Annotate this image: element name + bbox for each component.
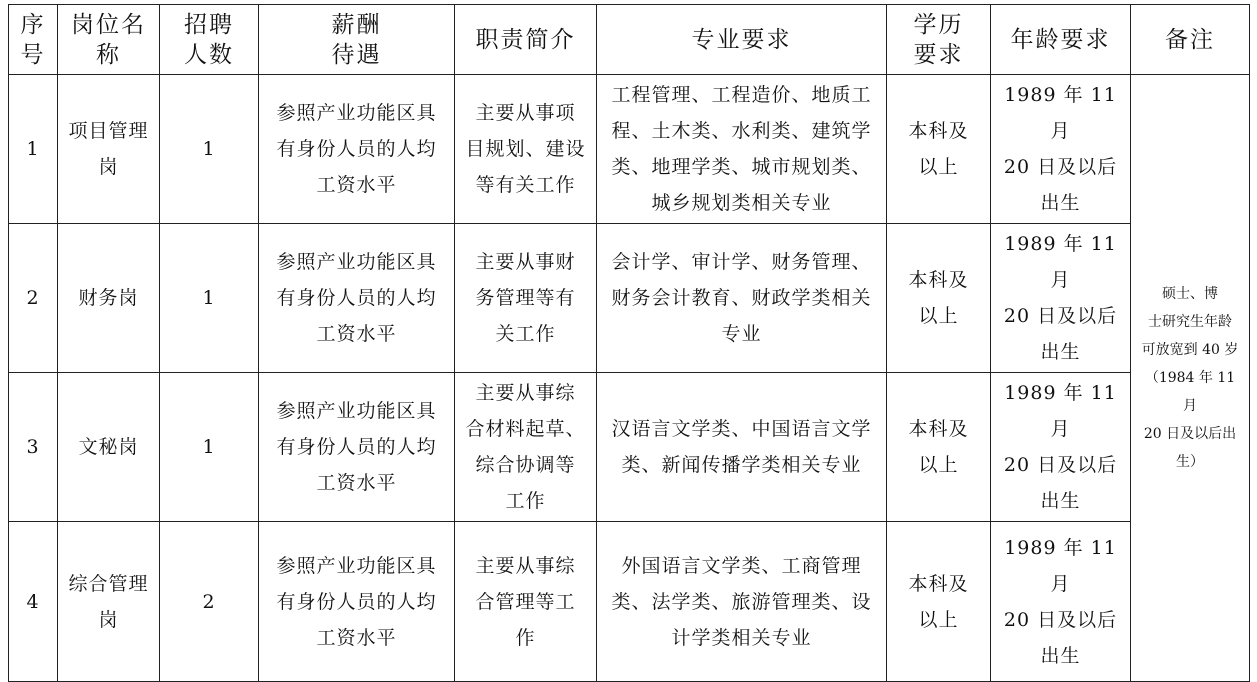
cell-position: 项目管理 岗 bbox=[58, 75, 160, 224]
cell-salary: 参照产业功能区具 有身份人员的人均 工资水平 bbox=[259, 373, 455, 522]
header-note: 备注 bbox=[1131, 5, 1250, 75]
cell-seq: 1 bbox=[9, 75, 58, 224]
cell-seq: 2 bbox=[9, 224, 58, 373]
table-row bbox=[9, 522, 1250, 682]
cell-count: 2 bbox=[160, 522, 259, 682]
cell-education: 本科及 以上 bbox=[887, 522, 991, 682]
cell-position: 财务岗 bbox=[58, 224, 160, 373]
cell-age: 1989 年 11 月 20 日及以后 出生 bbox=[991, 373, 1131, 522]
cell-duties: 主要从事综 合材料起草、 综合协调等 工作 bbox=[455, 373, 597, 522]
header-salary: 薪酬 待遇 bbox=[259, 5, 455, 75]
cell-major: 汉语言文学类、中国语言文学 类、新闻传播学类相关专业 bbox=[597, 373, 887, 522]
cell-duties: 主要从事财 务管理等有 关工作 bbox=[455, 224, 597, 373]
header-row bbox=[9, 5, 1250, 75]
cell-age: 1989 年 11 月 20 日及以后 出生 bbox=[991, 75, 1131, 224]
table-row bbox=[9, 224, 1250, 373]
cell-duties: 主要从事综 合管理等工 作 bbox=[455, 522, 597, 682]
cell-major: 工程管理、工程造价、地质工 程、土木类、水利类、建筑学 类、地理学类、城市规划类、 城乡规划类相关专业 bbox=[597, 75, 887, 224]
header-duties: 职责简介 bbox=[455, 5, 597, 75]
header-major: 专业要求 bbox=[597, 5, 887, 75]
cell-seq: 3 bbox=[9, 373, 58, 522]
recruitment-table bbox=[8, 4, 1250, 682]
cell-count: 1 bbox=[160, 373, 259, 522]
header-position: 岗位名 称 bbox=[58, 5, 160, 75]
header-count: 招聘 人数 bbox=[160, 5, 259, 75]
cell-note: 硕士、博 士研究生年龄 可放宽到 40 岁 （1984 年 11 月 20 日及以后出 生） bbox=[1131, 75, 1250, 682]
header-age: 年龄要求 bbox=[991, 5, 1131, 75]
cell-count: 1 bbox=[160, 75, 259, 224]
cell-education: 本科及 以上 bbox=[887, 75, 991, 224]
table-row bbox=[9, 75, 1250, 224]
header-seq: 序 号 bbox=[9, 5, 58, 75]
cell-major: 会计学、审计学、财务管理、 财务会计教育、财政学类相关 专业 bbox=[597, 224, 887, 373]
cell-education: 本科及 以上 bbox=[887, 373, 991, 522]
cell-salary: 参照产业功能区具 有身份人员的人均 工资水平 bbox=[259, 224, 455, 373]
cell-duties: 主要从事项 目规划、建设 等有关工作 bbox=[455, 75, 597, 224]
cell-salary: 参照产业功能区具 有身份人员的人均 工资水平 bbox=[259, 522, 455, 682]
cell-age: 1989 年 11 月 20 日及以后 出生 bbox=[991, 522, 1131, 682]
cell-seq: 4 bbox=[9, 522, 58, 682]
table-row bbox=[9, 373, 1250, 522]
cell-position: 综合管理 岗 bbox=[58, 522, 160, 682]
cell-position: 文秘岗 bbox=[58, 373, 160, 522]
cell-salary: 参照产业功能区具 有身份人员的人均 工资水平 bbox=[259, 75, 455, 224]
cell-age: 1989 年 11 月 20 日及以后 出生 bbox=[991, 224, 1131, 373]
cell-education: 本科及 以上 bbox=[887, 224, 991, 373]
cell-major: 外国语言文学类、工商管理 类、法学类、旅游管理类、设 计学类相关专业 bbox=[597, 522, 887, 682]
cell-count: 1 bbox=[160, 224, 259, 373]
header-education: 学历 要求 bbox=[887, 5, 991, 75]
